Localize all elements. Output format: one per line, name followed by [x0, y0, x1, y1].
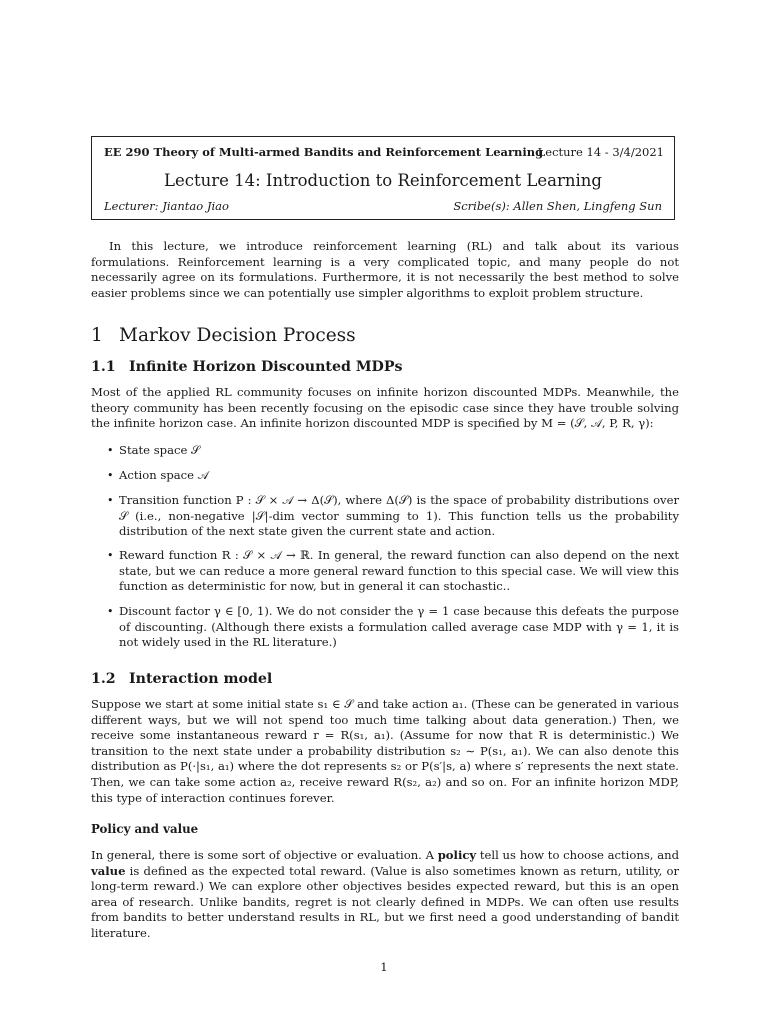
list-item-text: Discount factor γ ∈ [0, 1). We do not consider the γ = 1 case because this defeats the purpose of discounting. (Although there exists a formulation called average case MDP with γ = 1, it is not widely used in the RL literature.) — [119, 604, 679, 650]
list-item — [91, 468, 679, 484]
lecture-date: Lecture 14 - 3/4/2021 — [537, 145, 664, 159]
lecturer: Lecturer: Jiantao Jiao — [104, 199, 229, 213]
subsection-title: Interaction model — [129, 671, 273, 687]
bullet-icon: • — [107, 494, 114, 507]
policy-text: In general, there is some sort of objective or evaluation. A — [91, 848, 438, 862]
subsection-number: 1.2 — [91, 671, 116, 687]
policy-term: policy — [437, 848, 477, 862]
list-item — [91, 548, 679, 595]
page-number: 1 — [380, 960, 388, 974]
bullet-icon: • — [107, 469, 114, 482]
list-item-text: Reward function R : 𝒮 × 𝒜 → ℝ. In general, the reward function can also depend on the next state, but we can reduce a more general reward function to this special case. We will view this function as deterministic for now, but in general it can stochastic.. — [119, 548, 679, 594]
bullet-icon: • — [107, 605, 114, 618]
section-number: 1 — [91, 325, 103, 346]
scribes: Scribe(s): Allen Shen, Lingfeng Sun — [453, 199, 662, 213]
bullet-icon: • — [107, 444, 114, 457]
lecture-title: Lecture 14: Introduction to Reinforcement Learning — [164, 171, 602, 190]
value-term: value — [91, 863, 126, 878]
section-title: Markov Decision Process — [119, 325, 356, 346]
interaction-paragraph: Suppose we start at some initial state s₁ ∈ 𝒮 and take action a₁. (These can be generated in various different ways, but we will not spend too much time talking about data generation.) Then, we receive some instantaneous reward r = R(s₁, a₁). (Assume for now that R is deterministic.) We transition to the next state under a probability distribution s₂ ∼ P(s₁, a₁). We can also denote this distribution as P(·|s₁, a₁) where the dot represents s₂ or P(s′|s, a) where s′ represents the next state. Then, we can take some action a₂, receive reward R(s₂, a₂) and so on. For an infinite horizon MDP, this type of interaction continues forever. — [91, 697, 679, 805]
header-top-line — [104, 144, 664, 160]
paragraph-heading: Policy and value — [91, 822, 199, 836]
list-item-text: Transition function P : 𝒮 × 𝒜 → Δ(𝒮), where Δ(𝒮) is the space of probability distributions over 𝒮 (i.e., non-negative |𝒮|-dim vector summing to 1). This function tells us the probability distribution of the next state given the current state and action. — [119, 493, 679, 539]
subsection-number: 1.1 — [91, 359, 116, 375]
bullet-icon: • — [107, 549, 114, 562]
subsection-title: Infinite Horizon Discounted MDPs — [129, 359, 403, 375]
list-item-text: State space 𝒮 — [119, 443, 201, 457]
policy-paragraph — [91, 848, 679, 942]
list-item — [91, 443, 679, 459]
intro-paragraph: In this lecture, we introduce reinforcement learning (RL) and talk about its various formulations. Reinforcement learning is a very complicated topic, and many people do not necessarily agree on its formulations. Furthermore, it is not necessarily the best method to solve easier problems since we can potentially use simpler algorithms to exploit problem structure. — [91, 239, 679, 300]
lecture-header-box — [91, 136, 675, 220]
list-item-text: Action space 𝒜 — [119, 468, 209, 482]
mdp-paragraph: Most of the applied RL community focuses on infinite horizon discounted MDPs. Meanwhile, the theory community has been recently focusing on the episodic case since they have trouble solving the infinite horizon case. An infinite horizon discounted MDP is specified by M = (𝒮, 𝒜, P, R, γ): — [91, 385, 679, 431]
section-heading — [91, 324, 356, 348]
list-item — [91, 604, 679, 651]
subsection-heading — [91, 358, 403, 376]
course-name: EE 290 Theory of Multi-armed Bandits and Reinforcement Learning — [104, 145, 544, 159]
subsection-heading — [91, 670, 272, 688]
policy-text: tell us how to choose actions, and — [476, 848, 680, 862]
policy-text: is defined as the expected total reward. (Value is also sometimes known as return, utility, or long-term reward.) We can explore other objectives besides expected reward, but this is an open area of research. Unlike bandits, regret is not clearly defined in MDPs. We can often use results from bandits to better understand results in RL, but we first need a good understanding of bandit literature. — [91, 863, 679, 940]
list-item — [91, 493, 679, 540]
